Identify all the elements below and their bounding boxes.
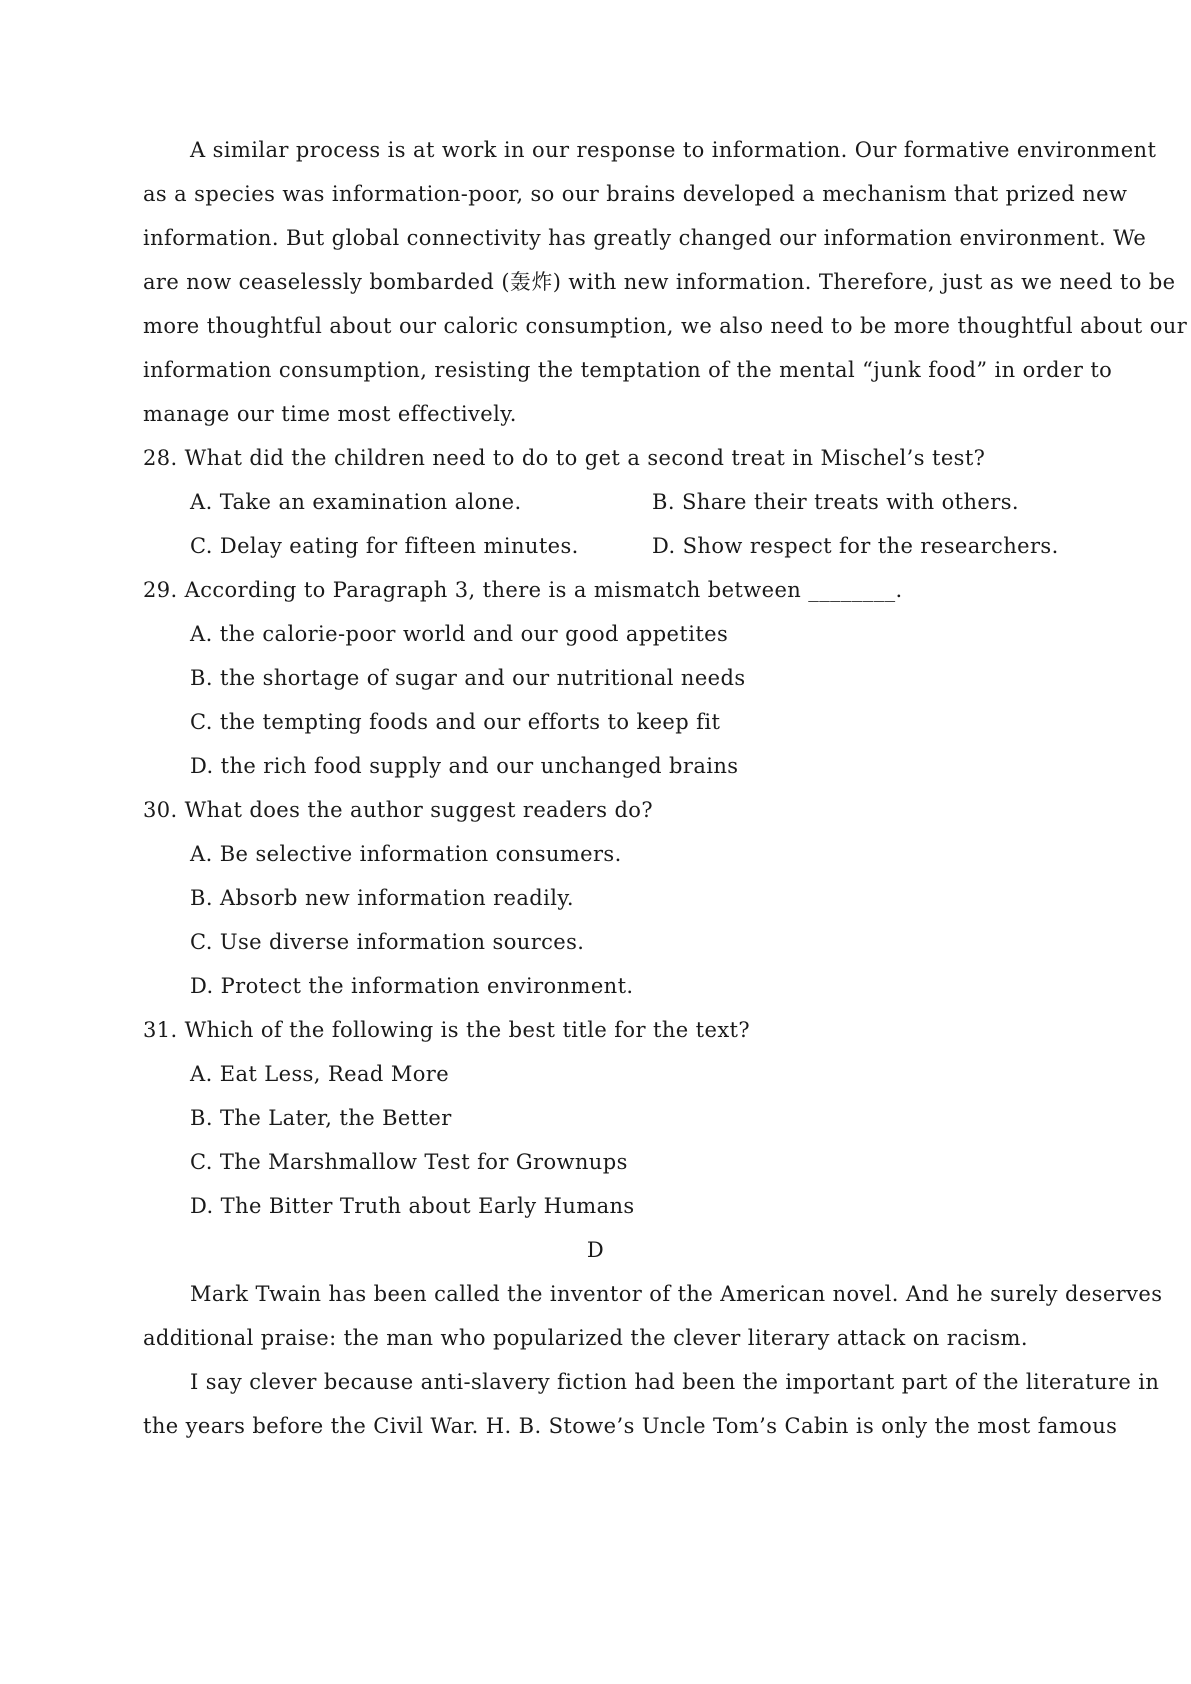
q28-option-d[interactable]: D. Show respect for the researchers. — [652, 534, 1059, 558]
passage-line: as a species was information-poor, so our brains developed a mechanism that prized new — [143, 182, 1128, 206]
section-d-heading: D — [586, 1238, 605, 1262]
passage-line: manage our time most effectively. — [143, 402, 517, 426]
passage-line: are now ceaselessly bombarded (轰炸) with new information. Therefore, just as we need to be — [143, 270, 1176, 294]
q31-option-c[interactable]: C. The Marshmallow Test for Grownups — [190, 1150, 628, 1174]
q28-option-a[interactable]: A. Take an examination alone. — [190, 490, 522, 514]
passage-d-line: additional praise: the man who popularized the clever literary attack on racism. — [143, 1326, 1028, 1350]
q31-option-b[interactable]: B. The Later, the Better — [190, 1106, 452, 1130]
q30-option-b[interactable]: B. Absorb new information readily. — [190, 886, 574, 910]
question-29-stem: 29. According to Paragraph 3, there is a mismatch between ________. — [143, 578, 903, 602]
passage-line: information. But global connectivity has greatly changed our information environment. We — [143, 226, 1147, 250]
question-30-stem: 30. What does the author suggest readers do? — [143, 798, 654, 822]
passage-d-line: the years before the Civil War. H. B. Stowe’s Uncle Tom’s Cabin is only the most famous — [143, 1414, 1118, 1438]
q31-option-a[interactable]: A. Eat Less, Read More — [190, 1062, 450, 1086]
q30-option-a[interactable]: A. Be selective information consumers. — [190, 842, 622, 866]
q30-option-d[interactable]: D. Protect the information environment. — [190, 974, 634, 998]
passage-line: information consumption, resisting the temptation of the mental “junk food” in order to — [143, 358, 1113, 382]
passage-d-line: Mark Twain has been called the inventor of the American novel. And he surely deserves — [190, 1282, 1163, 1306]
q31-option-d[interactable]: D. The Bitter Truth about Early Humans — [190, 1194, 635, 1218]
passage-d-line: I say clever because anti-slavery fiction had been the important part of the literature in — [190, 1370, 1160, 1394]
question-28-stem: 28. What did the children need to do to get a second treat in Mischel’s test? — [143, 446, 986, 470]
passage-line: more thoughtful about our caloric consumption, we also need to be more thoughtful about our — [143, 314, 1188, 338]
q30-option-c[interactable]: C. Use diverse information sources. — [190, 930, 585, 954]
q29-option-c[interactable]: C. the tempting foods and our efforts to keep fit — [190, 710, 721, 734]
q28-option-b[interactable]: B. Share their treats with others. — [652, 490, 1019, 514]
question-31-stem: 31. Which of the following is the best title for the text? — [143, 1018, 751, 1042]
passage-line: A similar process is at work in our response to information. Our formative environment — [190, 138, 1157, 162]
q29-option-b[interactable]: B. the shortage of sugar and our nutritional needs — [190, 666, 746, 690]
q29-option-d[interactable]: D. the rich food supply and our unchanged brains — [190, 754, 739, 778]
q28-option-c[interactable]: C. Delay eating for fifteen minutes. — [190, 534, 579, 558]
q29-option-a[interactable]: A. the calorie-poor world and our good appetites — [190, 622, 729, 646]
